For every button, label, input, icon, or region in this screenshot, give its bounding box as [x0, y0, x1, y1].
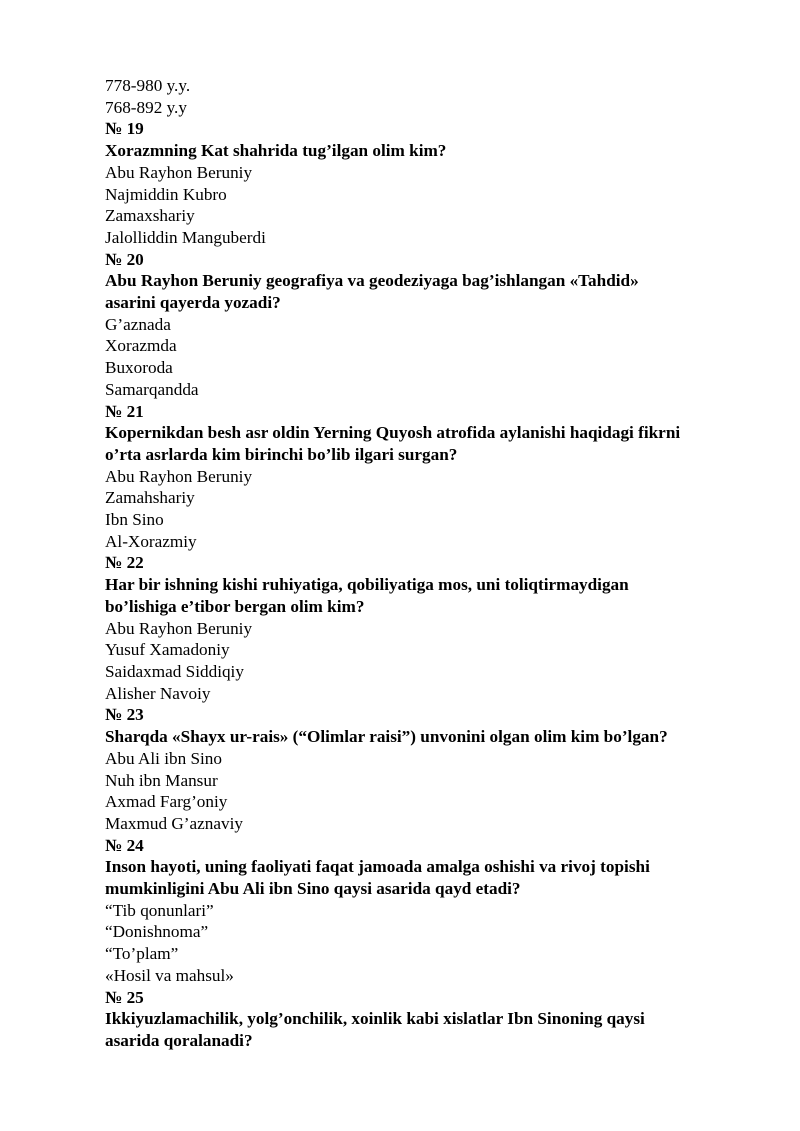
leading-options [105, 75, 765, 118]
question-number: № 23 [105, 705, 144, 725]
question-text: Abu Rayhon Beruniy geografiya va geodeziyaga bag’ishlangan «Tahdid» [105, 271, 639, 291]
option-line: «Hosil va mahsul» [105, 965, 234, 985]
option-line: G’aznada [105, 314, 171, 334]
question-block [105, 704, 765, 834]
document-page [105, 75, 765, 1052]
question-text: Kopernikdan besh asr oldin Yerning Quyosh atrofida aylanishi haqidagi fikrni [105, 423, 681, 443]
question-number: № 21 [105, 401, 144, 421]
question-text: asarida qoralanadi? [105, 1030, 253, 1050]
question-text: bo’lishiga e’tibor bergan olim kim? [105, 596, 365, 616]
option-line: “Donishnoma” [105, 922, 209, 942]
option-line: Alisher Navoiy [105, 683, 211, 703]
option-line: Samarqandda [105, 379, 199, 399]
question-text: asarini qayerda yozadi? [105, 293, 281, 313]
question-number: № 22 [105, 553, 144, 573]
question-text: Sharqda «Shayx ur-rais» (“Olimlar raisi”) unvonini olgan olim kim bo’lgan? [105, 727, 668, 747]
option-line: Abu Ali ibn Sino [105, 748, 222, 768]
option-line: Axmad Farg’oniy [105, 792, 228, 812]
option-line: “Tib qonunlari” [105, 900, 214, 920]
question-number: № 19 [105, 119, 144, 139]
option-line: Maxmud G’aznaviy [105, 813, 243, 833]
option-line: Saidaxmad Siddiqiy [105, 661, 244, 681]
option-line: Abu Rayhon Beruniy [105, 162, 253, 182]
question-block [105, 118, 765, 248]
option-line: Najmiddin Kubro [105, 184, 227, 204]
option-line: Nuh ibn Mansur [105, 770, 218, 790]
option-line: Ibn Sino [105, 510, 164, 530]
option-line: Abu Rayhon Beruniy [105, 618, 253, 638]
option-line: 778-980 y.y. [105, 76, 191, 95]
question-number: № 20 [105, 249, 144, 269]
option-line: 768-892 y.y [105, 97, 187, 117]
option-line: Xorazmda [105, 336, 177, 356]
option-line: Zamahshariy [105, 488, 195, 508]
question-text: o’rta asrlarda kim birinchi bo’lib ilgari surgan? [105, 444, 458, 464]
question-text: Xorazmning Kat shahrida tug’ilgan olim kim? [105, 141, 447, 161]
option-line: Buxoroda [105, 358, 173, 378]
option-line: Yusuf Xamadoniy [105, 640, 230, 660]
question-text: mumkinligini Abu Ali ibn Sino qaysi asarida qayd etadi? [105, 879, 521, 899]
option-line: Al-Xorazmiy [105, 531, 197, 551]
question-number: № 25 [105, 987, 144, 1007]
question-block [105, 401, 765, 553]
question-number: № 24 [105, 835, 144, 855]
question-block [105, 552, 765, 704]
question-text: Har bir ishning kishi ruhiyatiga, qobiliyatiga mos, uni toliqtirmaydigan [105, 575, 629, 595]
option-line: “To’plam” [105, 944, 179, 964]
option-line: Abu Rayhon Beruniy [105, 466, 253, 486]
question-text: Ikkiyuzlamachilik, yolg’onchilik, xoinlik kabi xislatlar Ibn Sinoning qaysi [105, 1009, 645, 1029]
question-block [105, 249, 765, 401]
option-line: Jalolliddin Manguberdi [105, 227, 266, 247]
question-block [105, 835, 765, 987]
question-block [105, 987, 765, 1052]
option-line: Zamaxshariy [105, 206, 195, 226]
question-text: Inson hayoti, uning faoliyati faqat jamoada amalga oshishi va rivoj topishi [105, 857, 650, 877]
